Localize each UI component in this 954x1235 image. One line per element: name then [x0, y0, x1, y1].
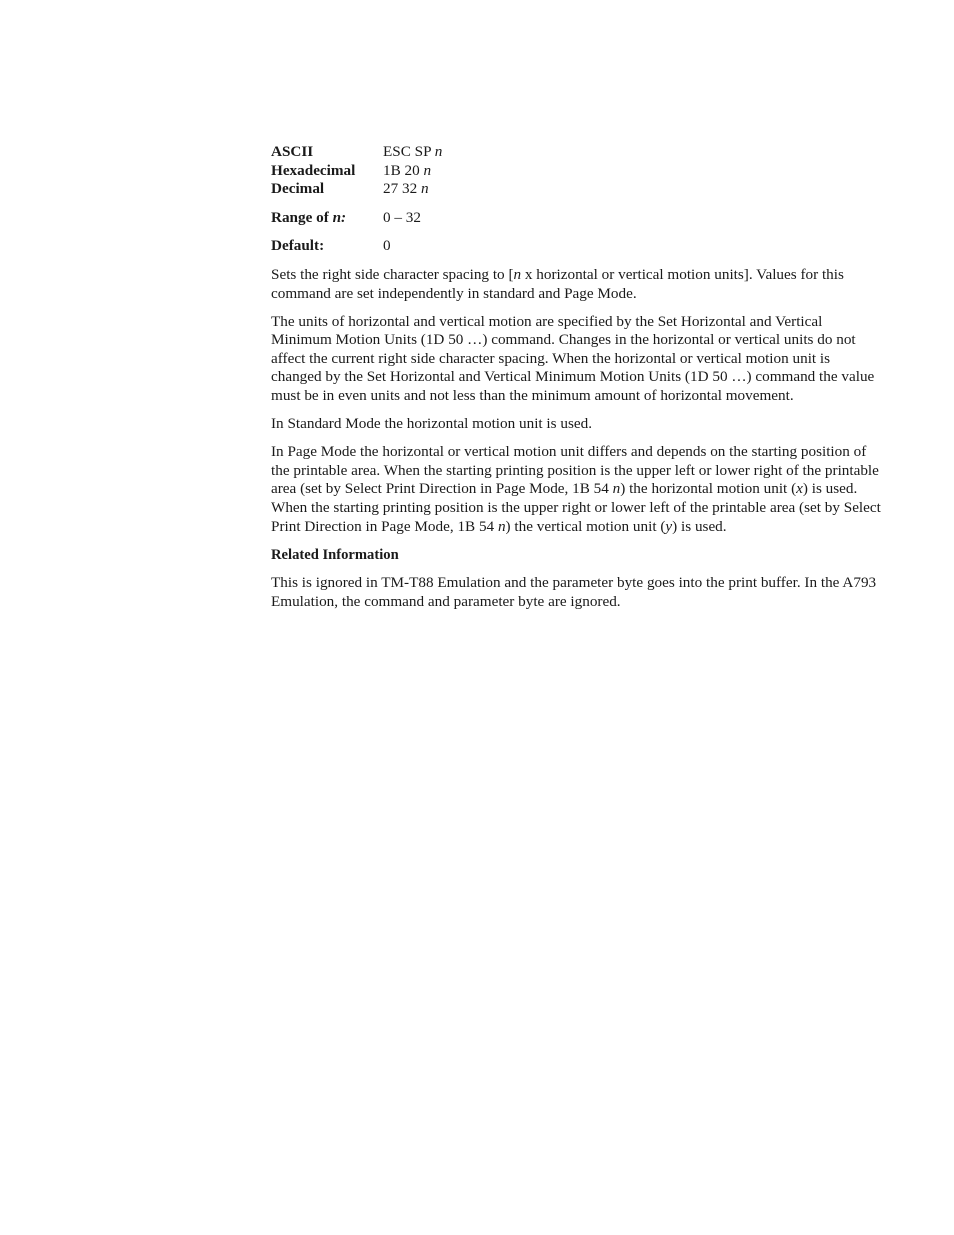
ascii-value [383, 143, 442, 162]
command-row-ascii [271, 143, 442, 162]
p4-text-e: ) is used. [672, 517, 727, 535]
related-information-text: This is ignored in TM-T88 Emulation and the parameter byte goes into the print buffer. In the A793 Emulation, the command and parameter byte are ignored. [271, 574, 877, 610]
decimal-label: Decimal [271, 180, 325, 198]
hex-label: Hexadecimal [271, 161, 356, 179]
p4-var-3: n [497, 517, 506, 535]
description-paragraph-3: In Standard Mode the horizontal motion unit is used. [271, 415, 592, 433]
default-row [271, 237, 883, 256]
p4-var-2: x [796, 480, 803, 498]
decimal-value-var: n [420, 180, 429, 198]
hex-value-var: n [423, 161, 432, 179]
description-paragraph-4 [271, 443, 883, 536]
ascii-value-text: ESC SP [383, 143, 435, 160]
p4-text-b: ) the horizontal motion unit ( [620, 480, 797, 498]
hex-value [383, 162, 442, 181]
command-row-decimal [271, 180, 442, 199]
range-label-var: n: [332, 208, 347, 226]
command-row-hex [271, 162, 442, 181]
ascii-label: ASCII [271, 143, 314, 160]
command-codes-table [271, 143, 442, 199]
default-value: 0 [383, 237, 391, 255]
p1-text-a: Sets the right side character spacing to [ [271, 265, 514, 283]
ascii-value-var: n [434, 143, 443, 160]
p1-var: n [513, 265, 522, 283]
related-information-heading: Related Information [271, 547, 399, 564]
range-label [271, 209, 383, 228]
range-row [271, 209, 883, 228]
decimal-value-text: 27 32 [383, 180, 421, 198]
description-paragraph-2: The units of horizontal and vertical motion are specified by the Set Horizontal and Vertical Minimum Motion Units (1D 50 …) command. Changes in the horizontal or vertical units do not affect the current right side character spacing. When the horizontal or vertical motion unit is changed by the Set Horizontal and Vertical Minimum Motion Units (1D 50 …) command the value must be in even units and not less than the minimum amount of horizontal movement. [271, 312, 875, 405]
range-value: 0 – 32 [383, 208, 421, 226]
p4-text-a: In Page Mode the horizontal or vertical motion unit differs and depends on the starting position of the printable area. When the starting printing position is the upper left or lower right of the printable area (set by Select Print Direction in Page Mode, 1B 54 [271, 443, 879, 498]
document-body [271, 143, 883, 611]
default-label: Default: [271, 237, 325, 255]
p4-text-d: ) the vertical motion unit ( [505, 517, 666, 535]
description-paragraph-1 [271, 266, 883, 303]
p4-text-c: ) is used. When the starting printing position is the upper right or lower left of the printable area (set by Select Print Direction in Page Mode, 1B 54 [271, 480, 881, 535]
range-label-text: Range of [271, 208, 333, 226]
decimal-value [383, 180, 442, 199]
hex-value-text: 1B 20 [383, 161, 424, 179]
p1-text-b: x horizontal or vertical motion units]. Values for this command are set independently in standard and Page Mode. [271, 265, 844, 302]
p4-var-4: y [665, 517, 673, 535]
p4-var-1: n [612, 480, 621, 498]
